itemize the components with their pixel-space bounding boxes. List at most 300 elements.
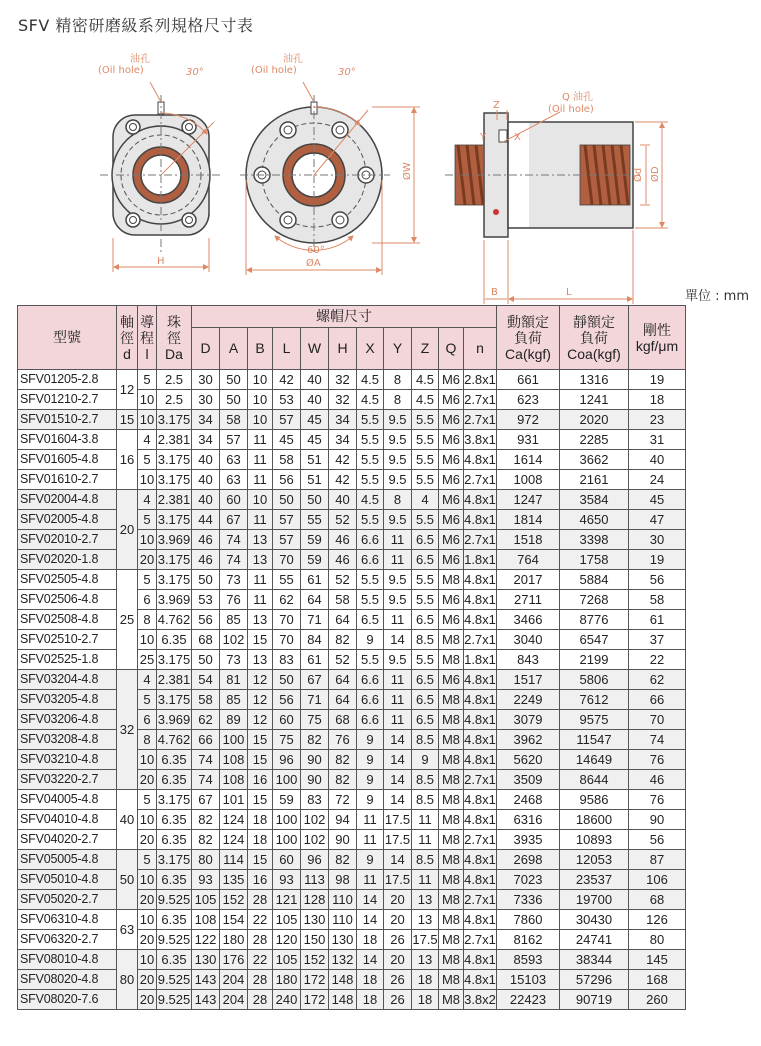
cell-b: 11	[248, 470, 273, 490]
cell-y: 9.5	[384, 430, 412, 450]
cell-n: 4.8x1	[464, 710, 497, 730]
header-nut-x: X	[357, 328, 384, 370]
header-shaft-dia: 軸 徑 d	[117, 306, 138, 370]
cell-l: 57	[273, 530, 301, 550]
cell-da: 9.525	[157, 890, 192, 910]
cell-w: 102	[301, 810, 329, 830]
cell-w: 51	[301, 450, 329, 470]
cell-k: 68	[629, 890, 686, 910]
cell-da: 4.762	[157, 610, 192, 630]
cell-coa: 7612	[560, 690, 629, 710]
cell-x: 6.6	[357, 550, 384, 570]
cell-da: 2.381	[157, 670, 192, 690]
cell-w: 130	[301, 910, 329, 930]
cell-l: 121	[273, 890, 301, 910]
cell-coa: 38344	[560, 950, 629, 970]
cell-q: M6	[439, 470, 464, 490]
cell-h: 148	[329, 970, 357, 990]
cell-n: 2.7x1	[464, 890, 497, 910]
cell-q: M6	[439, 490, 464, 510]
cell-ca: 1518	[497, 530, 560, 550]
cell-model: SFV05005-4.8	[18, 850, 117, 870]
cell-a: 101	[220, 790, 248, 810]
cell-a: 50	[220, 390, 248, 410]
cell-lead: 10	[138, 410, 157, 430]
cell-a: 152	[220, 890, 248, 910]
unit-label: 單位 : mm	[685, 289, 749, 304]
cell-k: 37	[629, 630, 686, 650]
cell-ca: 2698	[497, 850, 560, 870]
cell-da: 3.969	[157, 590, 192, 610]
cell-x: 9	[357, 730, 384, 750]
cell-d: 143	[192, 970, 220, 990]
cell-l: 50	[273, 490, 301, 510]
cell-d: 74	[192, 750, 220, 770]
cell-d: 40	[192, 490, 220, 510]
cell-z: 6.5	[412, 690, 439, 710]
cell-lead: 10	[138, 870, 157, 890]
cell-model: SFV08020-7.6	[18, 990, 117, 1010]
cell-model: SFV04010-4.8	[18, 810, 117, 830]
cell-z: 6.5	[412, 530, 439, 550]
page-title: SFV 精密研磨級系列規格尺寸表	[18, 16, 254, 35]
cell-b: 13	[248, 550, 273, 570]
cell-q: M8	[439, 850, 464, 870]
cell-b: 15	[248, 790, 273, 810]
cell-shaft-dia: 80	[117, 950, 138, 1010]
cell-l: 56	[273, 690, 301, 710]
cell-lead: 5	[138, 510, 157, 530]
cell-d: 40	[192, 450, 220, 470]
cell-w: 150	[301, 930, 329, 950]
cell-da: 3.175	[157, 410, 192, 430]
cell-z: 4	[412, 490, 439, 510]
cell-q: M6	[439, 390, 464, 410]
cell-k: 106	[629, 870, 686, 890]
cell-model: SFV02020-1.8	[18, 550, 117, 570]
cell-ca: 15103	[497, 970, 560, 990]
cell-w: 61	[301, 650, 329, 670]
cell-model: SFV03204-4.8	[18, 670, 117, 690]
oil-hole-label-zh-2: 油孔	[283, 54, 303, 65]
cell-b: 13	[248, 530, 273, 550]
cell-q: M8	[439, 770, 464, 790]
cell-b: 16	[248, 870, 273, 890]
header-nut-z: Z	[412, 328, 439, 370]
cell-n: 2.8x1	[464, 370, 497, 390]
table-row	[18, 790, 686, 810]
cell-d: 93	[192, 870, 220, 890]
cell-l: 59	[273, 790, 301, 810]
cell-l: 56	[273, 470, 301, 490]
cell-lead: 20	[138, 890, 157, 910]
cell-b: 13	[248, 610, 273, 630]
cell-a: 204	[220, 970, 248, 990]
cell-lead: 10	[138, 910, 157, 930]
cell-b: 15	[248, 730, 273, 750]
cell-y: 9.5	[384, 570, 412, 590]
cell-shaft-dia: 25	[117, 570, 138, 670]
cell-coa: 6547	[560, 630, 629, 650]
header-lead: 導 程 l	[138, 306, 157, 370]
cell-lead: 20	[138, 830, 157, 850]
cell-coa: 1758	[560, 550, 629, 570]
cell-d: 68	[192, 630, 220, 650]
cell-w: 84	[301, 630, 329, 650]
oil-hole-label-en: (Oil hole)	[98, 65, 144, 76]
oil-hole-label-en-2: (Oil hole)	[251, 65, 297, 76]
cell-w: 67	[301, 670, 329, 690]
cell-y: 9.5	[384, 410, 412, 430]
cell-model: SFV01205-2.8	[18, 370, 117, 390]
cell-w: 40	[301, 370, 329, 390]
cell-y: 8	[384, 390, 412, 410]
cell-q: M8	[439, 870, 464, 890]
cell-x: 11	[357, 870, 384, 890]
cell-lead: 20	[138, 550, 157, 570]
cell-z: 5.5	[412, 450, 439, 470]
cell-n: 2.7x1	[464, 470, 497, 490]
cell-shaft-dia: 15	[117, 410, 138, 430]
cell-model: SFV04005-4.8	[18, 790, 117, 810]
cell-shaft-dia: 20	[117, 490, 138, 570]
cell-b: 18	[248, 830, 273, 850]
cell-a: 58	[220, 410, 248, 430]
cell-da: 2.381	[157, 430, 192, 450]
cell-coa: 5884	[560, 570, 629, 590]
cell-h: 52	[329, 650, 357, 670]
cell-z: 8.5	[412, 850, 439, 870]
cell-model: SFV01610-2.7	[18, 470, 117, 490]
cell-y: 8	[384, 370, 412, 390]
cell-h: 90	[329, 830, 357, 850]
cell-coa: 12053	[560, 850, 629, 870]
cell-a: 108	[220, 750, 248, 770]
cell-a: 50	[220, 370, 248, 390]
cell-b: 13	[248, 650, 273, 670]
cell-k: 76	[629, 790, 686, 810]
cell-l: 83	[273, 650, 301, 670]
header-static-load: 靜額定 負荷 Coa(kgf)	[560, 306, 629, 370]
cell-x: 4.5	[357, 390, 384, 410]
cell-q: M6	[439, 410, 464, 430]
cell-n: 4.8x1	[464, 690, 497, 710]
cell-x: 14	[357, 890, 384, 910]
cell-d: 40	[192, 470, 220, 490]
cell-y: 20	[384, 950, 412, 970]
cell-l: 75	[273, 730, 301, 750]
cell-l: 100	[273, 770, 301, 790]
cell-b: 18	[248, 810, 273, 830]
cell-lead: 10	[138, 390, 157, 410]
cell-z: 8.5	[412, 630, 439, 650]
dim-d-large-label: ØD	[650, 166, 661, 182]
cell-coa: 24741	[560, 930, 629, 950]
cell-x: 5.5	[357, 650, 384, 670]
cell-n: 4.8x1	[464, 730, 497, 750]
cell-k: 61	[629, 610, 686, 630]
cell-da: 3.175	[157, 650, 192, 670]
cell-k: 24	[629, 470, 686, 490]
cell-da: 6.35	[157, 910, 192, 930]
cell-lead: 10	[138, 470, 157, 490]
cell-da: 2.5	[157, 390, 192, 410]
cell-ca: 1517	[497, 670, 560, 690]
cell-a: 73	[220, 570, 248, 590]
cell-da: 3.175	[157, 850, 192, 870]
cell-ca: 661	[497, 370, 560, 390]
cell-d: 30	[192, 390, 220, 410]
cell-da: 6.35	[157, 630, 192, 650]
spec-table	[17, 305, 686, 1010]
cell-n: 4.8x1	[464, 750, 497, 770]
cell-k: 56	[629, 830, 686, 850]
cell-a: 180	[220, 930, 248, 950]
header-nut-y: Y	[384, 328, 412, 370]
cell-k: 19	[629, 370, 686, 390]
cell-ca: 2468	[497, 790, 560, 810]
cell-b: 10	[248, 370, 273, 390]
cell-ca: 5620	[497, 750, 560, 770]
table-row	[18, 670, 686, 690]
cell-coa: 9575	[560, 710, 629, 730]
cell-y: 11	[384, 690, 412, 710]
cell-w: 51	[301, 470, 329, 490]
cell-ca: 2249	[497, 690, 560, 710]
cell-coa: 2161	[560, 470, 629, 490]
cell-lead: 8	[138, 730, 157, 750]
dim-l-label: L	[566, 287, 572, 298]
cell-x: 9	[357, 850, 384, 870]
cell-z: 4.5	[412, 390, 439, 410]
cell-q: M8	[439, 630, 464, 650]
cell-q: M6	[439, 530, 464, 550]
cell-b: 16	[248, 770, 273, 790]
cell-y: 14	[384, 750, 412, 770]
dim-h-label: H	[157, 256, 165, 267]
cell-model: SFV02525-1.8	[18, 650, 117, 670]
cell-y: 14	[384, 770, 412, 790]
cell-n: 2.7x1	[464, 390, 497, 410]
cell-coa: 3584	[560, 490, 629, 510]
cell-lead: 5	[138, 570, 157, 590]
cell-model: SFV05010-4.8	[18, 870, 117, 890]
cell-q: M8	[439, 990, 464, 1010]
cell-n: 2.7x1	[464, 830, 497, 850]
cell-da: 9.525	[157, 930, 192, 950]
cell-lead: 20	[138, 930, 157, 950]
header-nut-l: L	[273, 328, 301, 370]
cell-da: 6.35	[157, 750, 192, 770]
cell-b: 11	[248, 570, 273, 590]
table-row	[18, 490, 686, 510]
cell-a: 176	[220, 950, 248, 970]
cell-model: SFV01210-2.7	[18, 390, 117, 410]
cell-da: 3.175	[157, 690, 192, 710]
cell-model: SFV02510-2.7	[18, 630, 117, 650]
cell-a: 63	[220, 470, 248, 490]
header-nut-dims: 螺帽尺寸	[192, 306, 497, 328]
cell-coa: 3662	[560, 450, 629, 470]
cell-z: 18	[412, 970, 439, 990]
cell-coa: 8644	[560, 770, 629, 790]
cell-n: 1.8x1	[464, 650, 497, 670]
cell-d: 67	[192, 790, 220, 810]
cell-z: 5.5	[412, 470, 439, 490]
cell-d: 50	[192, 650, 220, 670]
cell-x: 9	[357, 750, 384, 770]
cell-k: 47	[629, 510, 686, 530]
cell-x: 6.6	[357, 690, 384, 710]
cell-x: 5.5	[357, 470, 384, 490]
cell-z: 13	[412, 890, 439, 910]
cell-coa: 8776	[560, 610, 629, 630]
cell-shaft-dia: 16	[117, 430, 138, 490]
cell-k: 76	[629, 750, 686, 770]
cell-ca: 3935	[497, 830, 560, 850]
cell-z: 6.5	[412, 550, 439, 570]
cell-coa: 19700	[560, 890, 629, 910]
cell-x: 5.5	[357, 590, 384, 610]
cell-h: 42	[329, 470, 357, 490]
header-nut-n: n	[464, 328, 497, 370]
cell-h: 132	[329, 950, 357, 970]
cell-ca: 7336	[497, 890, 560, 910]
cell-model: SFV01604-3.8	[18, 430, 117, 450]
cell-ca: 22423	[497, 990, 560, 1010]
cell-lead: 6	[138, 590, 157, 610]
cell-b: 28	[248, 930, 273, 950]
cell-lead: 10	[138, 750, 157, 770]
cell-lead: 4	[138, 490, 157, 510]
cell-w: 113	[301, 870, 329, 890]
cell-y: 11	[384, 550, 412, 570]
cell-n: 2.7x1	[464, 630, 497, 650]
cell-h: 110	[329, 910, 357, 930]
cell-q: M8	[439, 790, 464, 810]
cell-w: 71	[301, 690, 329, 710]
cell-h: 46	[329, 550, 357, 570]
cell-lead: 20	[138, 770, 157, 790]
cell-z: 6.5	[412, 610, 439, 630]
cell-h: 76	[329, 730, 357, 750]
cell-d: 108	[192, 910, 220, 930]
cell-coa: 2199	[560, 650, 629, 670]
cell-a: 67	[220, 510, 248, 530]
cell-w: 172	[301, 990, 329, 1010]
table-row	[18, 570, 686, 590]
cell-n: 4.8x1	[464, 790, 497, 810]
cell-b: 28	[248, 970, 273, 990]
cell-ca: 1614	[497, 450, 560, 470]
cell-model: SFV02004-4.8	[18, 490, 117, 510]
cell-q: M8	[439, 730, 464, 750]
cell-d: 54	[192, 670, 220, 690]
cell-lead: 8	[138, 610, 157, 630]
header-nut-q: Q	[439, 328, 464, 370]
cell-y: 14	[384, 630, 412, 650]
cell-l: 53	[273, 390, 301, 410]
cell-h: 64	[329, 610, 357, 630]
cell-x: 18	[357, 970, 384, 990]
side-view	[445, 90, 668, 304]
cell-h: 148	[329, 990, 357, 1010]
cell-k: 80	[629, 930, 686, 950]
header-nut-b: B	[248, 328, 273, 370]
cell-lead: 4	[138, 430, 157, 450]
cell-lead: 5	[138, 690, 157, 710]
cell-y: 17.5	[384, 830, 412, 850]
cell-w: 75	[301, 710, 329, 730]
cell-da: 3.175	[157, 790, 192, 810]
cell-z: 6.5	[412, 670, 439, 690]
cell-y: 9.5	[384, 510, 412, 530]
cell-z: 5.5	[412, 650, 439, 670]
cell-ca: 1008	[497, 470, 560, 490]
cell-da: 9.525	[157, 990, 192, 1010]
cell-ca: 764	[497, 550, 560, 570]
cell-h: 58	[329, 590, 357, 610]
cell-coa: 11547	[560, 730, 629, 750]
cell-w: 152	[301, 950, 329, 970]
cell-x: 6.5	[357, 610, 384, 630]
cell-d: 58	[192, 690, 220, 710]
front-view-square-flange	[98, 52, 222, 272]
cell-l: 57	[273, 410, 301, 430]
cell-y: 11	[384, 710, 412, 730]
cell-q: M8	[439, 910, 464, 930]
cell-h: 130	[329, 930, 357, 950]
cell-n: 2.7x1	[464, 530, 497, 550]
cell-b: 28	[248, 890, 273, 910]
cell-x: 14	[357, 950, 384, 970]
cell-k: 70	[629, 710, 686, 730]
cell-w: 83	[301, 790, 329, 810]
cell-y: 26	[384, 930, 412, 950]
cell-k: 22	[629, 650, 686, 670]
cell-q: M8	[439, 890, 464, 910]
cell-z: 17.5	[412, 930, 439, 950]
cell-w: 59	[301, 530, 329, 550]
cell-a: 81	[220, 670, 248, 690]
cell-l: 45	[273, 430, 301, 450]
cell-ca: 972	[497, 410, 560, 430]
cell-b: 11	[248, 590, 273, 610]
cell-a: 74	[220, 530, 248, 550]
cell-y: 11	[384, 670, 412, 690]
cell-l: 62	[273, 590, 301, 610]
cell-n: 4.8x1	[464, 610, 497, 630]
dim-y-label: Y	[480, 132, 487, 143]
cell-y: 11	[384, 610, 412, 630]
cell-b: 28	[248, 990, 273, 1010]
cell-da: 3.969	[157, 710, 192, 730]
cell-da: 3.175	[157, 550, 192, 570]
cell-a: 57	[220, 430, 248, 450]
cell-z: 9	[412, 750, 439, 770]
cell-a: 135	[220, 870, 248, 890]
cell-lead: 10	[138, 810, 157, 830]
cell-lead: 20	[138, 970, 157, 990]
cell-q: M8	[439, 710, 464, 730]
cell-a: 204	[220, 990, 248, 1010]
cell-d: 62	[192, 710, 220, 730]
cell-h: 52	[329, 510, 357, 530]
cell-n: 4.8x1	[464, 850, 497, 870]
cell-h: 40	[329, 490, 357, 510]
cell-coa: 23537	[560, 870, 629, 890]
oil-hole-label-zh: 油孔	[130, 54, 150, 65]
